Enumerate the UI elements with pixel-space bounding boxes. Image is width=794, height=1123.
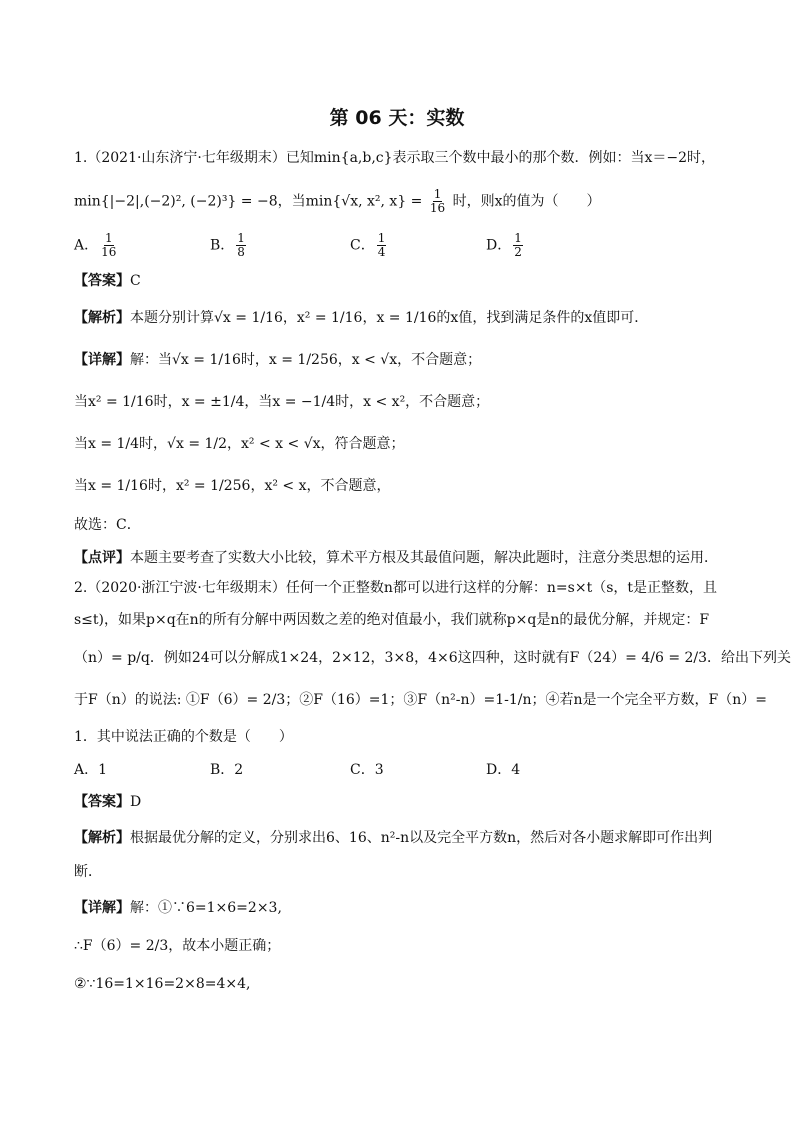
q1-stem-line-1: 1.（2021·山东济宁·七年级期末）已知min{a,b,c}表示取三个数中最小的那个数．例如：当x＝−2时， [74,150,716,166]
q1-stem-fraction: $\frac{1}{16}$ [429,187,446,215]
page-title: 第 06 天：实数 [329,107,465,129]
q1-stem-2b: 时，则x的值为（ ） [452,193,601,210]
q1-stem-2a: min{|−2|,(−2)², (−2)³} = −8，当min{√x, x², x} = [74,193,423,210]
q2-detail-3: ②∵16=1×16=2×8=4×4, [74,976,251,992]
q2-option-c: C．3 [350,762,384,778]
q1-detail-5: 故选：C． [74,517,141,533]
q1-option-b: B． $\frac{1}{8}$ [210,231,245,259]
q2-option-b: B．2 [210,762,244,778]
q1-option-d: D． $\frac{1}{2}$ [486,231,522,259]
q2-analysis-1: 【解析】根据最优分解的定义，分别求出6、16、n²-n以及完全平方数n，然后对各小题求解即可作出判 [74,830,713,846]
q2-analysis-2: 断． [74,864,102,880]
q2-option-d: D．4 [486,762,521,778]
q2-stem-line-2: s≤t)，如果p×q在n的所有分解中两因数之差的绝对值最小，我们就称p×q是n的最优分解，并规定：F [74,612,710,628]
q1-detail-1: 【详解】解：当√x = 1/16时，x = 1/256，x < √x，不合题意； [74,352,482,368]
q2-stem-line-4: 于F（n）的说法: ①F（6）= 2/3；②F（16）=1；③F（n²-n）=1-1/n；④若n是一个完全平方数，F（n）= [74,692,767,708]
q1-detail-2: 当x² = 1/16时，x = ±1/4，当x = −1/4时，x < x²，不合题意； [74,394,490,410]
q2-stem-line-1: 2.（2020·浙江宁波·七年级期末）任何一个正整数n都可以进行这样的分解：n=s×t（s，t是正整数，且 [74,580,717,596]
q2-stem-line-3: （n）= p/q．例如24可以分解成1×24，2×12，3×8，4×6这四种，这时就有F（24）= 4/6 = 2/3．给出下列关 [74,650,792,666]
q2-option-a: A．1 [74,762,108,778]
q1-detail-3: 当x = 1/4时，√x = 1/2，x² < x < √x，符合题意； [74,436,405,452]
q2-stem-line-5: 1．其中说法正确的个数是（ ） [74,729,293,745]
q1-answer: 【答案】C [74,273,141,289]
q1-detail-4: 当x = 1/16时，x² = 1/256，x² < x，不合题意， [74,478,391,494]
q2-answer: 【答案】D [74,794,142,810]
q1-option-c: C． $\frac{1}{4}$ [350,231,386,259]
q1-option-a: A． $\frac{1}{16}$ [74,231,117,259]
q2-detail-1: 【详解】解：①∵6=1×6=2×3, [74,900,282,916]
q1-analysis: 【解析】本题分别计算√x = 1/16，x² = 1/16，x = 1/16的x值，找到满足条件的x值即可． [74,310,649,326]
q1-comment: 【点评】本题主要考查了实数大小比较，算术平方根及其最值问题，解决此题时，注意分类思想的运用． [74,550,718,566]
q1-stem-line-2 [74,188,601,215]
q2-detail-2: ∴F（6）= 2/3，故本小题正确； [74,938,281,954]
